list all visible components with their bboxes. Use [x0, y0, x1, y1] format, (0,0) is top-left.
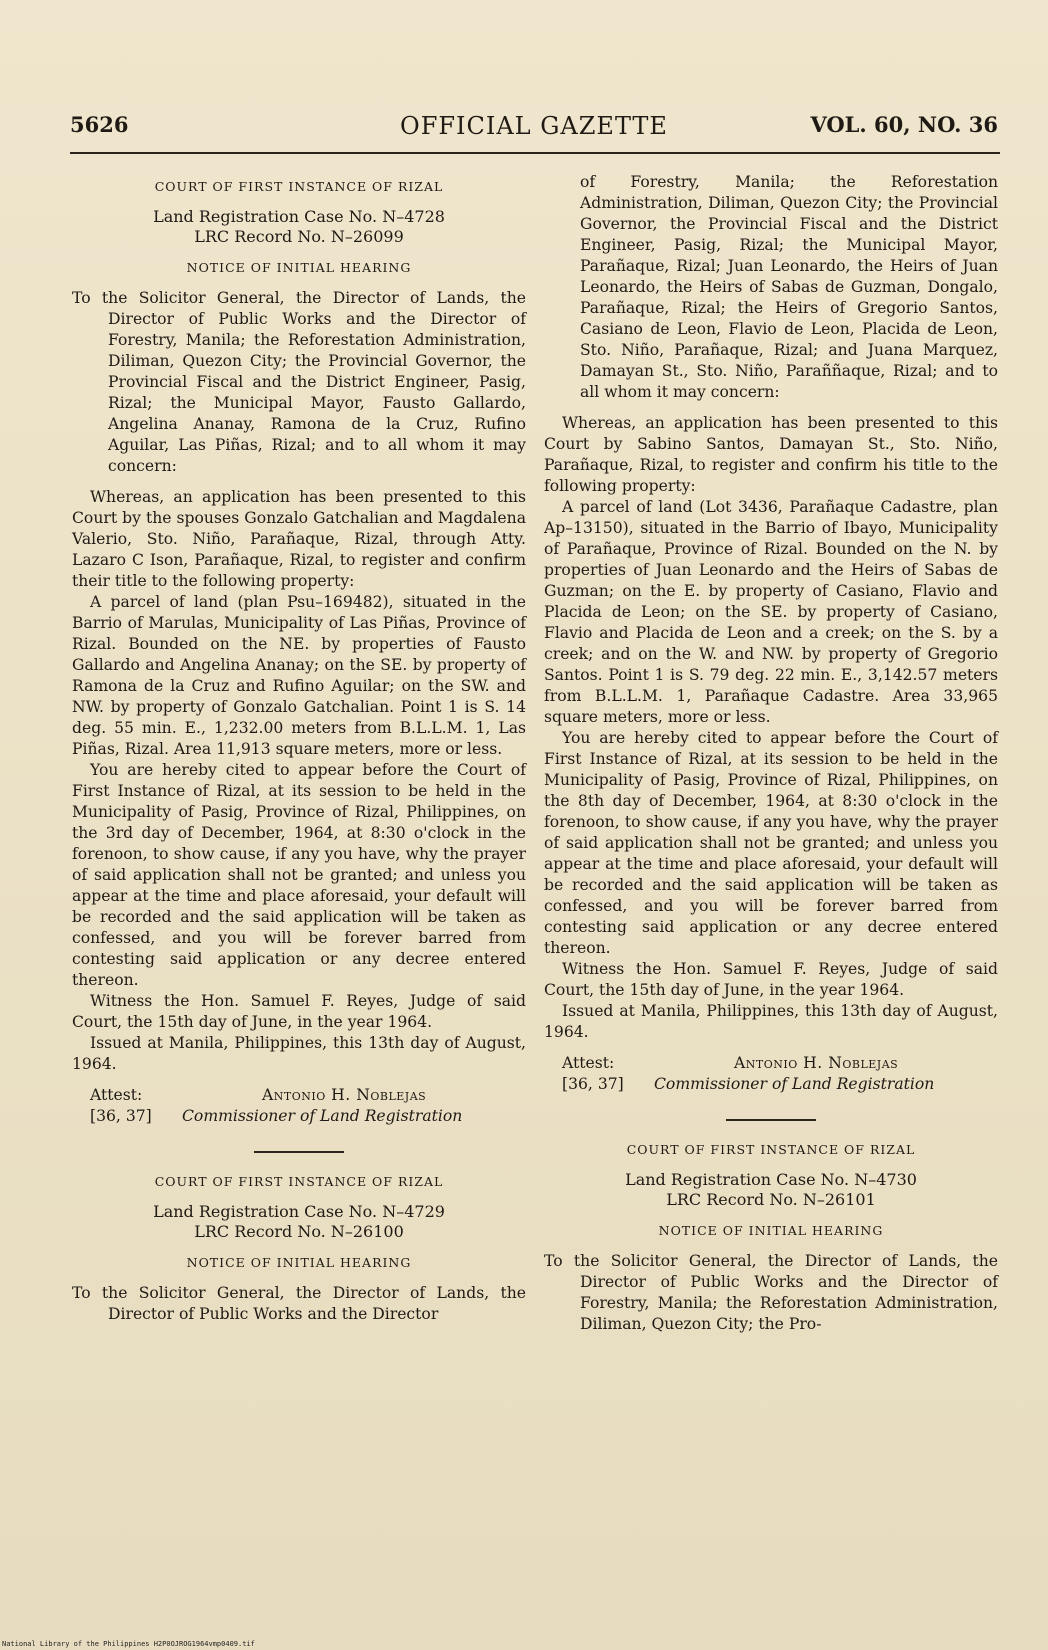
attestation [544, 1053, 998, 1097]
addressees: To the Solicitor General, the Director of Lands, the Director of Public Works and the Director of Forestry, Manila; the Reforestation Administration, Diliman, Quezon City; the Pro- [544, 1252, 998, 1333]
issue-numbers: [36, 37] [562, 1075, 624, 1093]
header-rule [70, 152, 1000, 154]
notice-heading: NOTICE OF INITIAL HEARING [186, 260, 412, 275]
court-heading: COURT OF FIRST INSTANCE OF RIZAL [626, 1142, 916, 1157]
witness-paragraph: Witness the Hon. Samuel F. Reyes, Judge of said Court, the 15th day of June, in the year 1964. [72, 992, 526, 1031]
addressees-part-1: To the Solicitor General, the Director of Lands, the Director of Public Works and the Director [72, 1284, 526, 1323]
page-header [70, 112, 998, 144]
attest-label: Attest: [90, 1086, 143, 1104]
citation-paragraph: You are hereby cited to appear before the Court of First Instance of Rizal, at its session to be held in the Municipality of Pasig, Province of Rizal, Philippines, on the 8th day of December, 1964, at 8:30 o'clock in the forenoon, to show cause, if any you have, why the prayer of said application shall not be granted; and unless you appear at the time and place aforesaid, your default will be recorded and the said application will be taken as confessed, and you will be forever barred from contesting said application or any decree entered thereon. [544, 729, 998, 957]
lrc-record: LRC Record No. N–26100 [194, 1222, 404, 1241]
scan-source-note: National Library of the Philippines H2P0OJROG1964vmp0409.tif [2, 1640, 255, 1648]
witness-paragraph: Witness the Hon. Samuel F. Reyes, Judge of said Court, the 15th day of June, in the year 1964. [544, 960, 998, 999]
whereas-paragraph: Whereas, an application has been presented to this Court by Sabino Santos, Damayan St., Sto. Niño, Parañaque, Rizal, to register and confirm his title to the following property: [544, 414, 998, 495]
case-number: Land Registration Case No. N–4730 [625, 1170, 917, 1189]
case-number: Land Registration Case No. N–4728 [153, 207, 445, 226]
issued-paragraph: Issued at Manila, Philippines, this 13th day of August, 1964. [72, 1034, 526, 1073]
signatory-name: Antonio H. Noblejas [734, 1054, 899, 1072]
citation-paragraph: You are hereby cited to appear before the Court of First Instance of Rizal, at its session to be held in the Municipality of Pasig, Province of Rizal, Philippines, on the 3rd day of December, 1964, at 8:30 o'clock in the forenoon, to show cause, if any you have, why the prayer of said application shall not be granted; and unless you appear at the time and place aforesaid, your default will be recorded and the said application will be taken as confessed, and you will be forever barred from contesting said application or any decree entered thereon. [72, 761, 526, 989]
parcel-description: A parcel of land (plan Psu–169482), situated in the Barrio of Marulas, Municipality of Las Piñas, Province of Rizal. Bounded on the NE. by properties of Fausto Gallardo and Angelina Ananay; on the SE. by property of Ramona de la Cruz and Rufino Aguilar; on the SW. and NW. by property of Gonzalo Gatchalian. Point 1 is S. 14 deg. 55 min. E., 1,232.00 meters from B.L.L.M. 1, Las Piñas, Rizal. Area 11,913 square meters, more or less. [72, 593, 526, 758]
section-divider [254, 1151, 344, 1153]
notice-case-4728 [72, 176, 526, 1129]
lrc-record: LRC Record No. N–26099 [194, 227, 404, 246]
right-column [544, 172, 998, 1345]
notice-case-4729-continued [544, 172, 998, 1097]
signatory-name: Antonio H. Noblejas [262, 1086, 427, 1104]
notice-case-4730 [544, 1139, 998, 1335]
lrc-record: LRC Record No. N–26101 [666, 1190, 876, 1209]
page-number: 5626 [70, 112, 129, 137]
addressees: To the Solicitor General, the Director of Lands, the Director of Public Works and the Director of Forestry, Manila; the Reforestation Administration, Diliman, Quezon City; the Provincial Governor, the Provincial Fiscal and the District Engineer, Pasig, Rizal; the Municipal Mayor, Fausto Gallardo, Angelina Ananay, Ramona de la Cruz, Rufino Aguilar, Las Piñas, Rizal; and to all whom it may concern: [72, 289, 526, 475]
left-column [72, 172, 526, 1335]
publication-title: OFFICIAL GAZETTE [400, 112, 668, 140]
notice-heading: NOTICE OF INITIAL HEARING [186, 1255, 412, 1270]
case-number: Land Registration Case No. N–4729 [153, 1202, 445, 1221]
signatory-title: Commissioner of Land Registration [654, 1075, 935, 1093]
issue-numbers: [36, 37] [90, 1107, 152, 1125]
notice-heading: NOTICE OF INITIAL HEARING [658, 1223, 884, 1238]
parcel-description: A parcel of land (Lot 3436, Parañaque Cadastre, plan Ap–13150), situated in the Barrio of Ibayo, Municipality of Parañaque, Province of Rizal. Bounded on the N. by properties of Juan Leonardo and the Heirs of Sabas de Guzman; on the E. by property of Casiano, Flavio and Placida de Leon; on the SE. by property of Casiano, Flavio and Placida de Leon and a creek; on the S. by a creek; and on the W. and NW. by property of Gregorio Santos. Point 1 is S. 79 deg. 22 min. E., 3,142.57 meters from B.L.L.M. 1, Parañaque Cadastre. Area 33,965 square meters, more or less. [544, 498, 998, 726]
issued-paragraph: Issued at Manila, Philippines, this 13th day of August, 1964. [544, 1002, 998, 1041]
volume-issue: VOL. 60, NO. 36 [810, 112, 998, 137]
signatory-title: Commissioner of Land Registration [182, 1107, 463, 1125]
section-divider [726, 1119, 816, 1121]
whereas-paragraph: Whereas, an application has been presented to this Court by the spouses Gonzalo Gatchalian and Magdalena Valerio, Sto. Niño, Parañaque, Rizal, through Atty. Lazaro C Ison, Parañaque, Rizal, to register and confirm their title to the following property: [72, 488, 526, 590]
attestation [72, 1085, 526, 1129]
notice-case-4729 [72, 1171, 526, 1325]
addressees-part-2: of Forestry, Manila; the Reforestation Administration, Diliman, Quezon City; the Provincial Governor, the Provincial Fiscal and the District Engineer, Pasig, Rizal; the Municipal Mayor, Parañaque, Rizal; Juan Leonardo, the Heirs of Juan Leonardo, the Heirs of Sabas de Guzman, Dongalo, Parañaque, Rizal; the Heirs of Gregorio Santos, Casiano de Leon, Flavio de Leon, Placida de Leon, Sto. Niño, Parañaque, Rizal; and Juana Marquez, Damayan St., Sto. Niño, Paraññaque, Rizal; and to all whom it may concern: [580, 173, 998, 401]
attest-label: Attest: [562, 1054, 615, 1072]
court-heading: COURT OF FIRST INSTANCE OF RIZAL [154, 1174, 444, 1189]
court-heading: COURT OF FIRST INSTANCE OF RIZAL [154, 179, 444, 194]
